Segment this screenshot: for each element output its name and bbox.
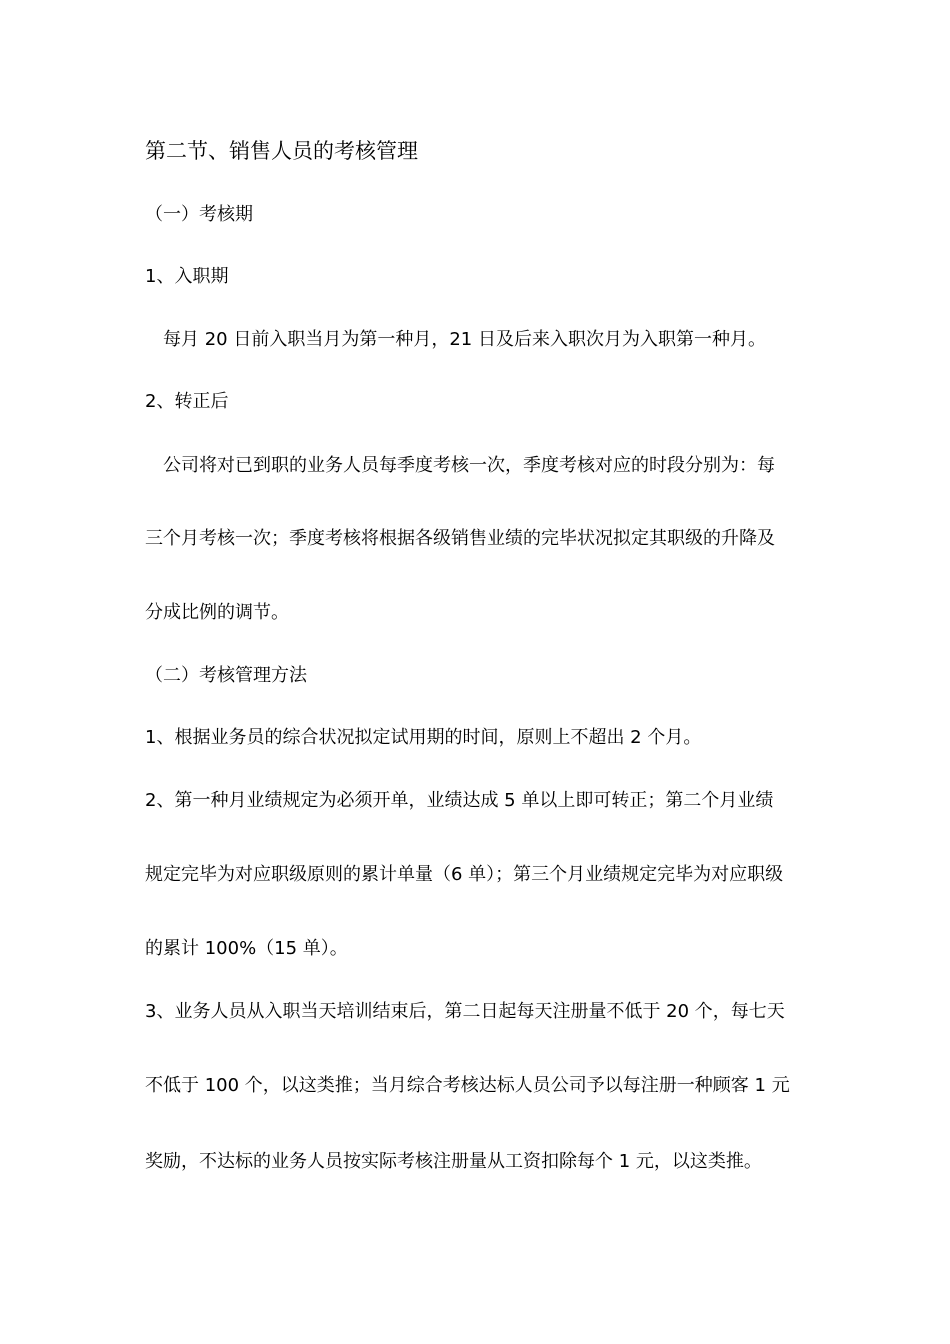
method1-paragraph: 1、根据业务员的综合状况拟定试用期的时间，原则上不超出 2 个月。 [145,727,702,748]
item2-paragraph-line2: 三个月考核一次；季度考核将根据各级销售业绩的完毕状况拟定其职级的升降及 [145,528,775,549]
item2-heading: 2、转正后 [145,391,229,412]
method2-paragraph-line2: 规定完毕为对应职级原则的累计单量（6 单）；第三个月业绩规定完毕为对应职级 [145,864,784,885]
method3-paragraph-line2: 不低于 100 个，以这类推；当月综合考核达标人员公司予以每注册一种顾客 1 元 [145,1075,790,1096]
item1-paragraph: 每月 20 日前入职当月为第一种月，21 日及后来入职次月为入职第一种月。 [163,329,766,350]
method2-paragraph-line3: 的累计 100%（15 单）。 [145,938,348,959]
method3-paragraph-line1: 3、业务人员从入职当天培训结束后，第二日起每天注册量不低于 20 个，每七天 [145,1001,785,1022]
item2-paragraph-line3: 分成比例的调节。 [145,602,289,623]
part2-heading: （二）考核管理方法 [145,665,307,686]
part1-heading: （一）考核期 [145,204,253,225]
section-title: 第二节、销售人员的考核管理 [145,139,418,163]
item2-paragraph-line1: 公司将对已到职的业务人员每季度考核一次，季度考核对应的时段分别为：每 [163,455,775,476]
item1-heading: 1、入职期 [145,266,229,287]
method3-paragraph-line3: 奖励，不达标的业务人员按实际考核注册量从工资扣除每个 1 元，以这类推。 [145,1151,762,1172]
method2-paragraph-line1: 2、第一种月业绩规定为必须开单，业绩达成 5 单以上即可转正；第二个月业绩 [145,790,774,811]
